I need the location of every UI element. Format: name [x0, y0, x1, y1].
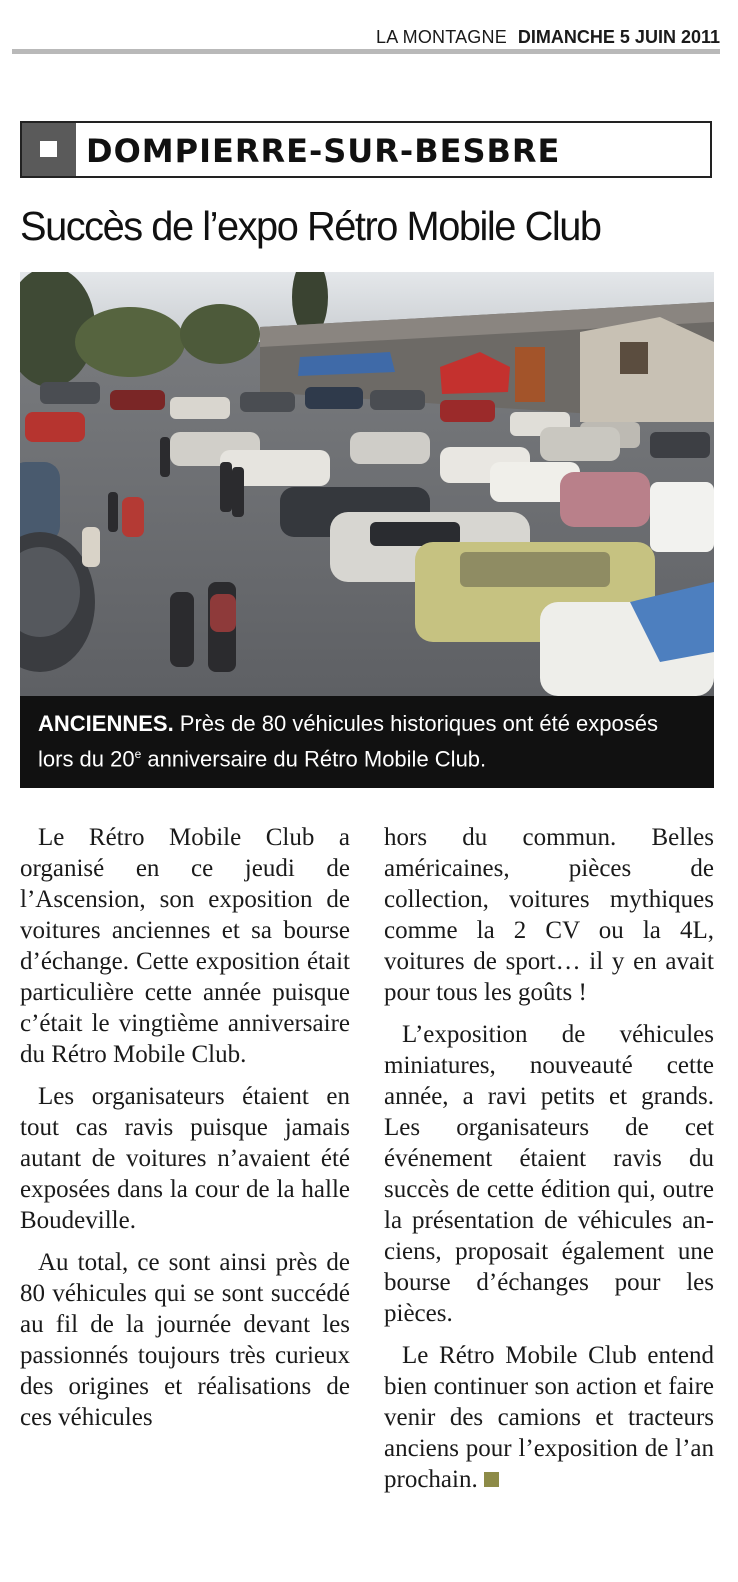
end-of-article-square-icon	[484, 1472, 499, 1487]
paragraph-3: Au total, ce sont ainsi près de 80 véhicules qui se sont succédé au fil de la journée devant les passionnés toujours très curieux des origines et réalisations de ces véhicules	[20, 1249, 350, 1431]
paragraph-2: Les organisateurs étaient en tout cas ravis puisque jamais autant de voitures n’avaient été exposées dans la cour de la halle Boudeville.	[20, 1083, 350, 1234]
article-headline: Succès de l’expo Rétro Mobile Club	[20, 203, 601, 249]
article-column-right	[384, 822, 714, 1506]
masthead	[12, 22, 720, 52]
paragraph-1: Le Rétro Mobile Club a organisé en ce jeudi de l’Ascension, son exposition de voitures anciennes et sa bourse d’échange. Cette exposition était particulière cette année puisque c’était le vingtième anniversaire du Rétro Mobile Club.	[20, 824, 350, 1068]
article-body	[20, 822, 716, 1562]
caption-superscript: e	[134, 747, 142, 761]
paragraph-5: Le Rétro Mobile Club entend bien continuer son action et faire venir des camions et tracteurs anciens pour l’exposition de l’an prochain.	[384, 1342, 714, 1493]
section-title: DOMPIERRE-SUR-BESBRE	[86, 132, 561, 170]
masthead-rule	[12, 49, 720, 54]
article-column-left	[20, 822, 350, 1444]
caption-text: Près de 80 véhicules historiques ont été exposés lors du 20	[38, 711, 658, 772]
photo-caption	[20, 696, 714, 788]
section-square-icon	[22, 123, 76, 176]
article-photo	[20, 272, 714, 696]
paragraph-4: L’exposition de véhicules miniatures, nouveauté cette année, a ravi petits et grands. Les organisateurs de cet événement étaient ravis du succès de cette édition qui, outre la présentation de véhicules anciens, proposait également une bourse d’échanges pour les pièces.	[384, 1021, 714, 1327]
newspaper-name: LA MONTAGNE	[376, 27, 507, 47]
issue-date: DIMANCHE 5 JUIN 2011	[517, 27, 720, 47]
section-header	[20, 121, 712, 178]
paragraph-5-wrapper	[384, 1340, 714, 1495]
caption-text-end: anniversaire du Rétro Mobile Club.	[141, 746, 487, 772]
paragraph-3-continued: hors du commun. Belles américaines, pièces de collection, voitures mythiques comme la 2 CV ou la 4L, voitures de sport… il y en avait pour tous les goûts !	[384, 824, 714, 1006]
caption-lead: ANCIENNES.	[38, 711, 174, 736]
